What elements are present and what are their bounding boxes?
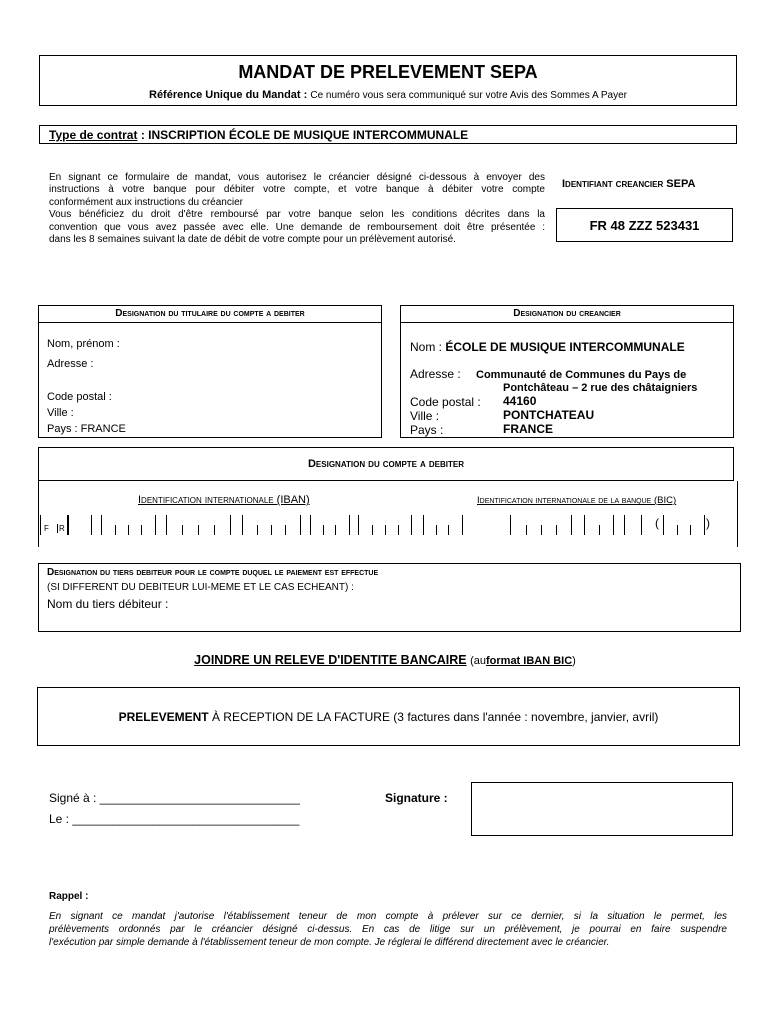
bic-digit-group[interactable] — [510, 515, 572, 535]
mandate-reference — [40, 89, 736, 101]
signature-box[interactable] — [471, 782, 733, 836]
reference-note: Ce numéro vous sera communiqué sur votre Avis des Sommes A Payer — [310, 90, 627, 101]
payment-text — [38, 710, 739, 724]
iban-digit-group[interactable] — [101, 515, 156, 535]
third-party-name-field[interactable]: Nom du tiers débiteur : — [47, 597, 169, 611]
payment-detail: À RECEPTION DE LA FACTURE (3 factures dans l'année : novembre, janvier, avril) — [211, 710, 659, 724]
rib-format: format IBAN BIC — [486, 655, 573, 667]
bic-open-paren: ( — [655, 516, 659, 530]
creditor-address-label: Adresse : — [410, 367, 461, 381]
iban-digit-group[interactable] — [166, 515, 231, 535]
third-party-note: (SI DIFFERENT DU DEBITEUR LUI-MEME ET LE CAS ECHEANT) : — [47, 582, 354, 593]
bic-digit-group[interactable] — [584, 515, 614, 535]
account-left-rule — [38, 481, 39, 547]
creditor-country-value: FRANCE — [503, 422, 553, 436]
iban-digit-group[interactable] — [358, 515, 412, 535]
signed-at-field[interactable]: Signé à : ______________________________ — [49, 791, 300, 805]
reference-label: Référence Unique du Mandat : — [149, 89, 308, 101]
intro-paragraph — [49, 172, 545, 246]
creditor-box — [400, 305, 734, 438]
iban-digit-group[interactable] — [423, 515, 463, 535]
creditor-address-line1: Communauté de Communes du Pays de — [476, 369, 687, 381]
contract-type-value: : INSCRIPTION ÉCOLE DE MUSIQUE INTERCOMMUNALE — [140, 128, 469, 142]
reminder-text — [49, 910, 727, 949]
account-holder-box — [38, 305, 382, 438]
intro-line: convention que vous avez passée avec elle. Une demande de remboursement doit être présentée : — [49, 221, 545, 233]
iban-digit-group[interactable] — [68, 515, 92, 535]
contract-type-label: Type de contrat — [49, 128, 138, 142]
header-box — [39, 55, 737, 106]
signature-label — [385, 791, 448, 805]
date-field[interactable]: Le : __________________________________ — [49, 812, 300, 826]
rib-instruction — [0, 653, 770, 667]
creditor-id-label: Identifiant creancier SEPA — [562, 178, 696, 190]
account-holder-heading: Designation du titulaire du compte a debiter — [39, 306, 381, 323]
rib-open: (au — [470, 655, 486, 667]
creditor-name-label: Nom : — [410, 340, 443, 354]
reminder-line: l'exécution par simple demande à l'établissement teneur de mon compte. Je réglerai le différend directement avec le créancier. — [49, 937, 610, 948]
contract-type — [49, 128, 468, 142]
reminder-line: prélèvements ordonnés par le créancier désigné ci-dessus. En cas de litige sur un prélèvement, je pourrai en faire suspendre — [49, 924, 727, 935]
reminder-title: Rappel : — [49, 891, 89, 902]
iban-country-cell[interactable] — [40, 515, 68, 535]
payment-strong: PRELEVEMENT — [118, 710, 209, 724]
creditor-country-label: Pays : — [410, 423, 444, 437]
creditor-name — [410, 340, 685, 354]
bic-digit-group[interactable] — [663, 515, 705, 535]
third-party-box — [38, 563, 741, 632]
intro-line: Vous bénéficiez du droit d'être remboursé par votre banque selon les conditions décrites dans la — [49, 209, 545, 221]
payment-box — [37, 687, 740, 746]
account-right-rule — [737, 481, 738, 547]
creditor-postal-label: Code postal : — [410, 395, 481, 409]
creditor-id-value: FR 48 ZZZ 523431 — [589, 218, 700, 233]
account-heading-box — [38, 447, 734, 481]
holder-address-field[interactable]: Adresse : — [47, 358, 94, 370]
intro-line: instructions à votre banque pour débiter votre compte, et votre banque à débiter votre compte — [49, 184, 545, 196]
holder-postal-field[interactable]: Code postal : — [47, 391, 112, 403]
signature-label-text: Signature : — [385, 791, 448, 805]
creditor-address-line2: Pontchâteau – 2 rue des châtaigniers — [503, 382, 698, 394]
iban-digit-group[interactable] — [242, 515, 301, 535]
account-heading: Designation du compte a debiter — [307, 458, 465, 470]
bic-label: Identification internationale de la banque (BIC) — [477, 495, 677, 506]
intro-line: conformément aux instructions du créancier — [49, 196, 243, 208]
holder-name-field[interactable]: Nom, prénom : — [47, 338, 120, 350]
intro-line: dans les 8 semaines suivant la date de débit de votre compte pour un prélèvement autorisé. — [49, 234, 456, 246]
iban-digit-group[interactable] — [310, 515, 350, 535]
intro-line: En signant ce formulaire de mandat, vous autorisez le créancier désigné ci-dessous à envoyer des — [49, 172, 545, 183]
bic-close-paren: ) — [706, 516, 710, 530]
creditor-city-label: Ville : — [410, 409, 440, 423]
creditor-postal-value: 44160 — [503, 394, 537, 408]
iban-prefix-r: R — [59, 524, 65, 533]
form-title: MANDAT DE PRELEVEMENT SEPA — [238, 62, 538, 82]
creditor-heading: Designation du creancier — [401, 306, 733, 323]
bic-digit-group[interactable] — [624, 515, 642, 535]
rib-main: JOINDRE UN RELEVE D'IDENTITE BANCAIRE — [194, 653, 467, 667]
holder-country-field: Pays : FRANCE — [47, 423, 126, 435]
contract-type-box — [39, 125, 737, 144]
creditor-name-value: ÉCOLE DE MUSIQUE INTERCOMMUNALE — [445, 340, 685, 354]
third-party-heading: Designation du tiers debiteur pour le compte duquel le paiement est effectue — [47, 567, 379, 578]
creditor-id-box — [556, 208, 733, 242]
holder-city-field[interactable]: Ville : — [47, 407, 74, 419]
reminder-line: En signant ce mandat j'autorise l'établissement teneur de mon compte à prélever sur ce dernier, si la situation le permet, les — [49, 911, 727, 922]
creditor-city-value: PONTCHATEAU — [503, 408, 595, 422]
iban-prefix-f: F — [44, 524, 49, 533]
rib-close: ) — [572, 655, 576, 667]
iban-label: Identification internationale (IBAN) — [138, 494, 310, 506]
